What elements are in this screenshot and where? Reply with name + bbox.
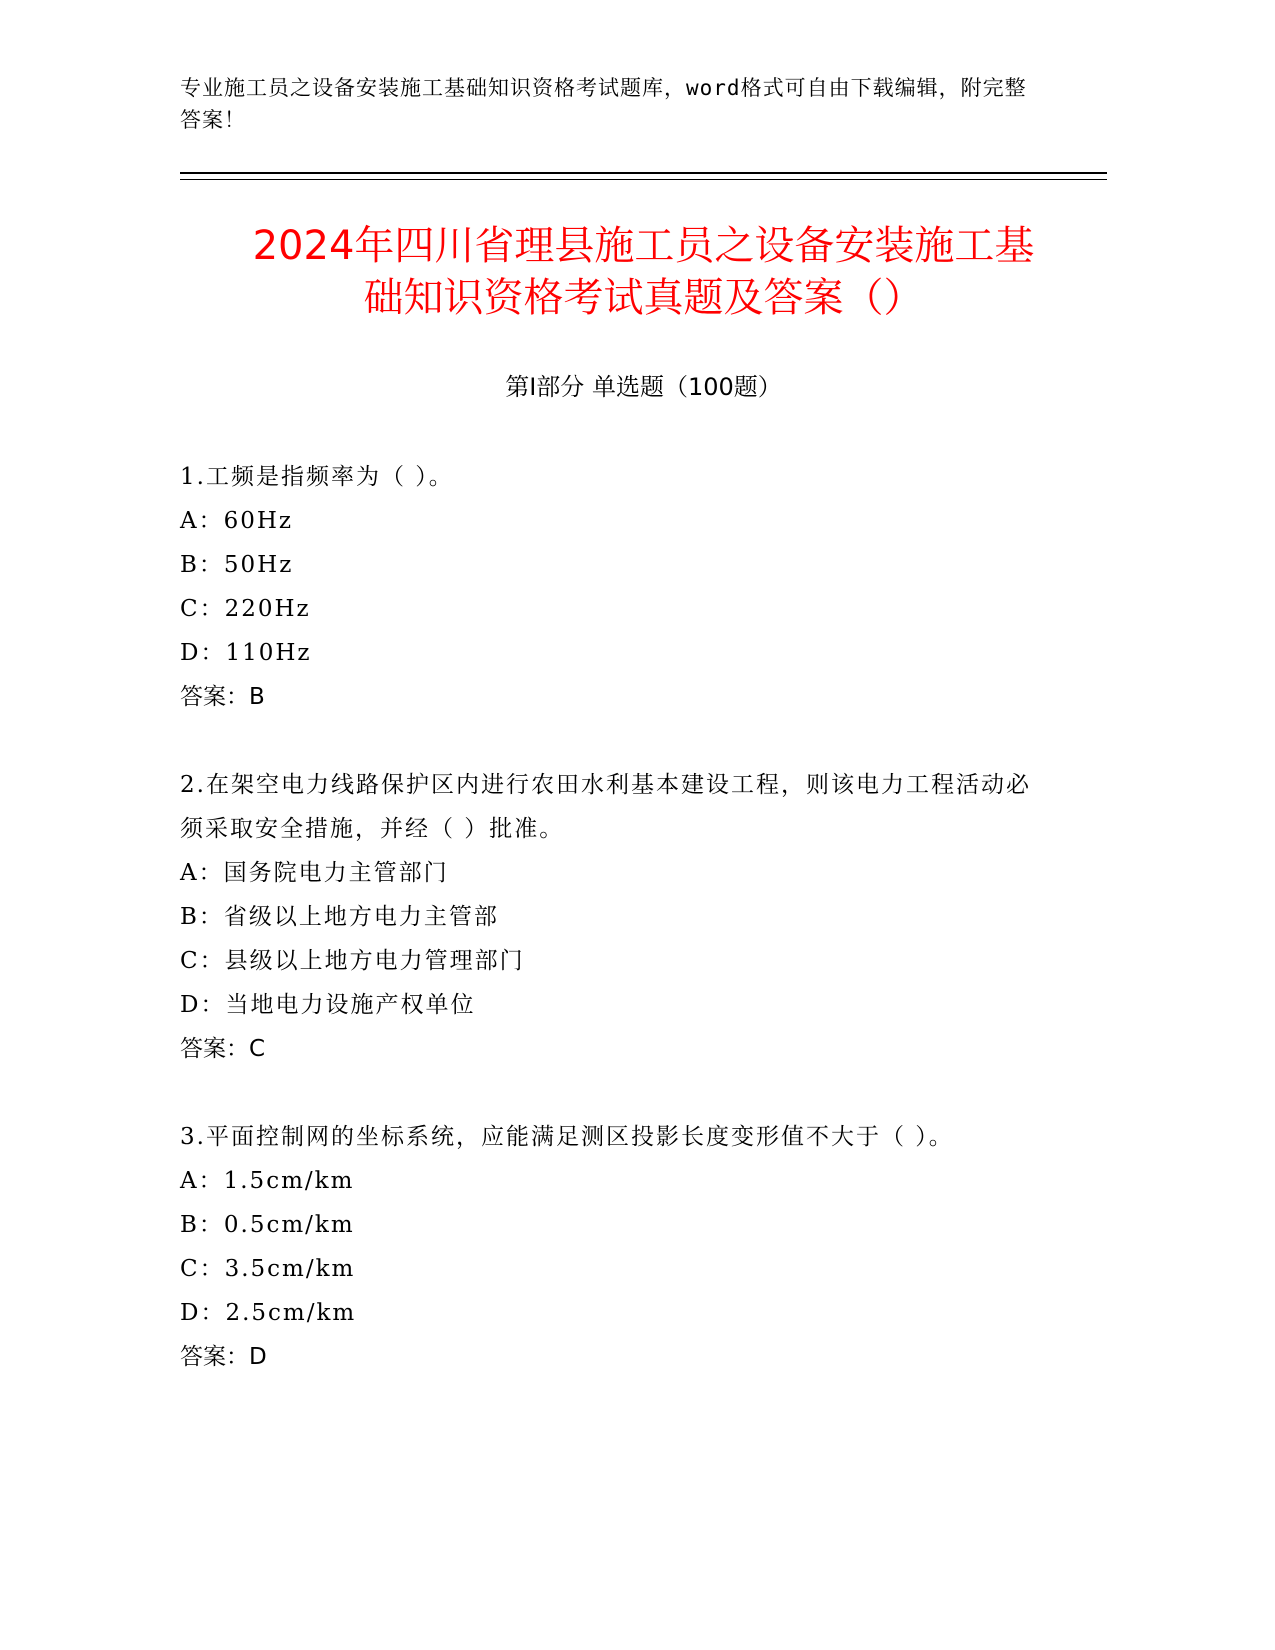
answer: 答案：B [180, 684, 265, 710]
option-d: D：2.5cm/km [180, 1300, 357, 1326]
option-b: B：50Hz [180, 552, 294, 578]
question-stem: 1.工频是指频率为（ ）。 [180, 464, 454, 490]
document-title-line-2: 础知识资格考试真题及答案（） [363, 275, 924, 321]
option-c: C：县级以上地方电力管理部门 [180, 948, 525, 974]
option-b: B：省级以上地方电力主管部 [180, 904, 499, 930]
header-divider-thin [180, 179, 1107, 180]
option-c: C：220Hz [180, 596, 311, 622]
option-d: D：110Hz [180, 640, 312, 666]
answer: 答案：D [180, 1344, 267, 1370]
answer: 答案：C [180, 1036, 266, 1062]
document-title [180, 220, 1107, 324]
question-stem: 3.平面控制网的坐标系统，应能满足测区投影长度变形值不大于（ ）。 [180, 1124, 954, 1150]
header-note: 专业施工员之设备安装施工基础知识资格考试题库，word格式可自由下载编辑，附完整答案！ [180, 76, 1027, 132]
option-a: A：60Hz [180, 508, 294, 534]
option-c: C：3.5cm/km [180, 1256, 356, 1282]
question-list [180, 455, 1040, 1423]
question-2 [180, 763, 1040, 1071]
document-title-line-1: 2024年四川省理县施工员之设备安装施工基 [252, 223, 1035, 269]
header-divider-thick [180, 172, 1107, 174]
option-a: A：1.5cm/km [180, 1168, 355, 1194]
question-1 [180, 455, 1040, 719]
option-a: A：国务院电力主管部门 [180, 860, 449, 886]
option-d: D：当地电力设施产权单位 [180, 992, 476, 1018]
section-title: 第Ⅰ部分 单选题（100题） [505, 373, 782, 401]
question-3 [180, 1115, 1040, 1379]
option-b: B：0.5cm/km [180, 1212, 355, 1238]
question-stem: 2.在架空电力线路保护区内进行农田水利基本建设工程，则该电力工程活动必须采取安全措施，并经（ ）批准。 [180, 772, 1031, 842]
